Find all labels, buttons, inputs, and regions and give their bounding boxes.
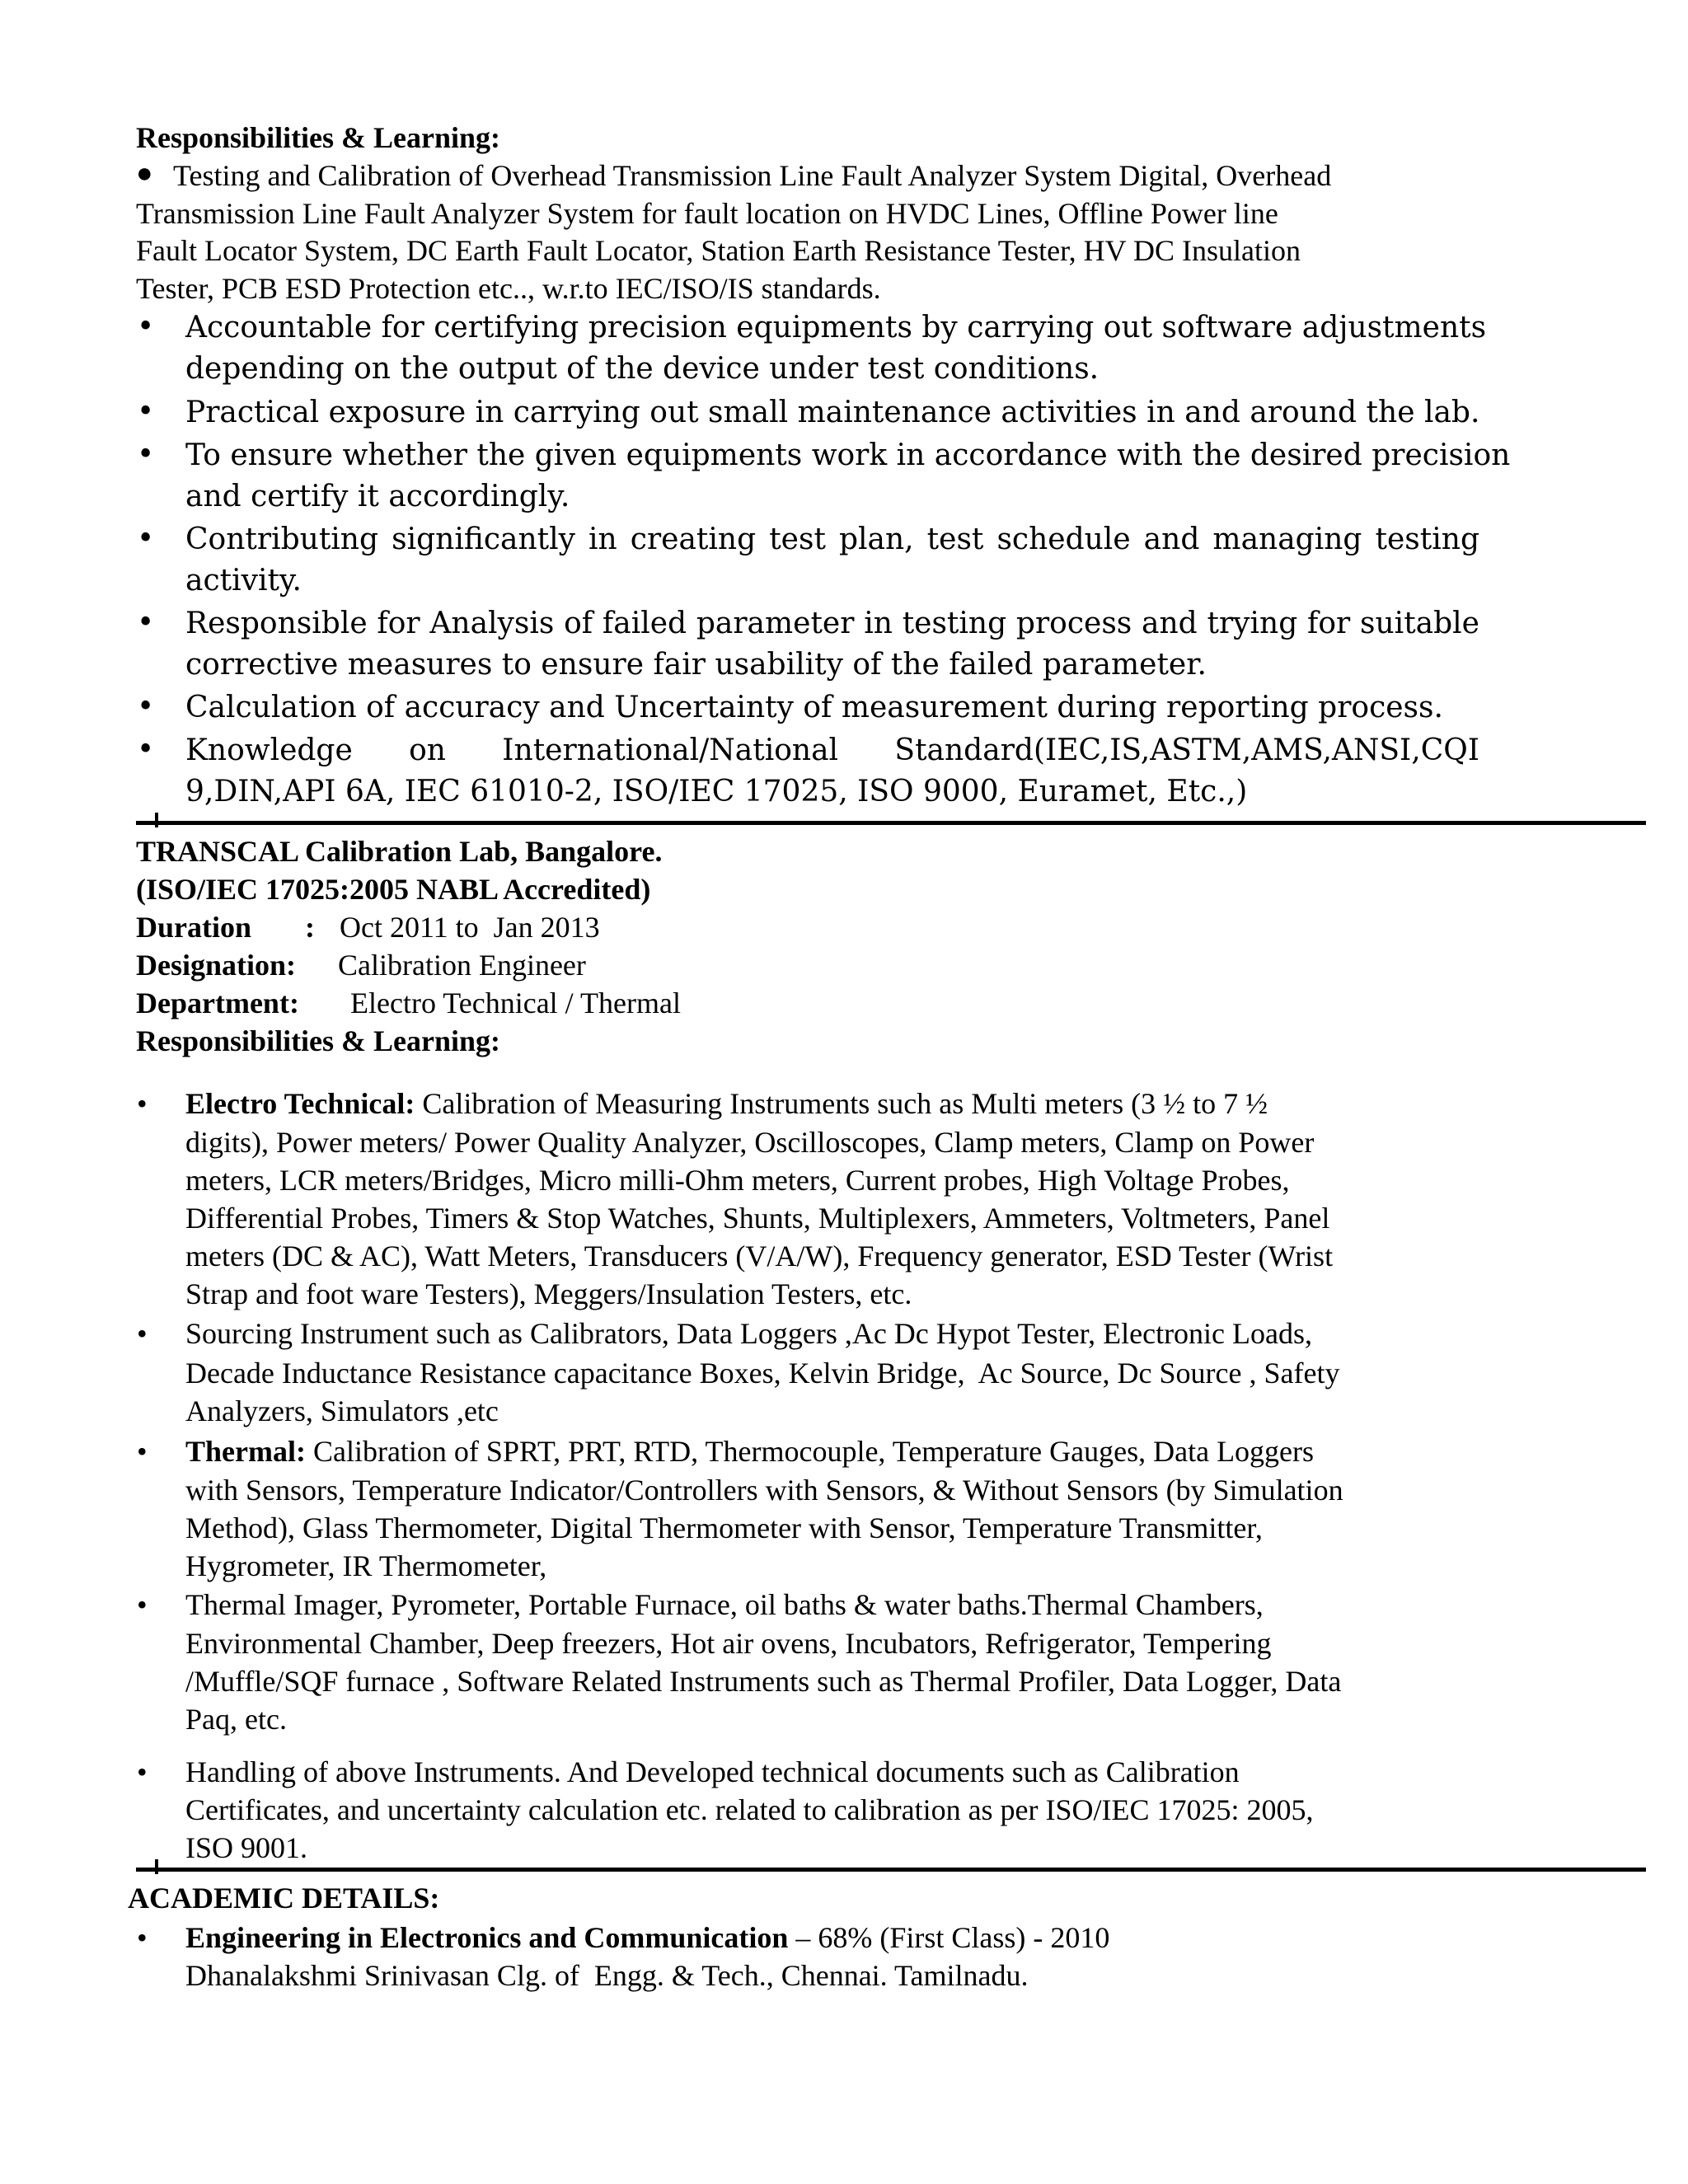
employer-responsibilities-heading: Responsibilities & Learning:	[136, 1024, 501, 1057]
bullet-icon: •	[137, 1317, 148, 1350]
bullet-icon: •	[137, 606, 155, 640]
list-item-line: Analyzers, Simulators ,etc	[185, 1394, 499, 1427]
employer-accreditation: (ISO/IEC 17025:2005 NABL Accredited)	[136, 873, 651, 906]
duration-separator: :	[305, 911, 315, 944]
bullet-icon: •	[137, 690, 155, 724]
section-divider	[136, 1868, 1646, 1872]
list-item-line: Environmental Chamber, Deep freezers, Hot air ovens, Incubators, Refrigerator, Tempering	[185, 1627, 1272, 1660]
list-item-line: meters, LCR meters/Bridges, Micro milli-Ohm meters, Current probes, High Voltage Probes,	[185, 1164, 1290, 1197]
list-item-line: Accountable for certifying precision equipments by carrying out software adjustments	[185, 311, 1487, 344]
college-name: Dhanalakshmi Srinivasan Clg. of Engg. & Tech., Chennai. Tamilnadu.	[185, 1959, 1029, 1992]
item-line: Transmission Line Fault Analyzer System for fault location on HVDC Lines, Offline Power line	[136, 197, 1278, 230]
item-text: Calibration of Measuring Instruments such as Multi meters (3 ½ to 7 ½	[415, 1087, 1268, 1120]
degree-line	[185, 1920, 1109, 1955]
list-item-line: 9,DIN,API 6A, IEC 61010-2, ISO/IEC 17025, ISO 9000, Euramet, Etc.,)	[185, 775, 1248, 808]
list-item-line: Practical exposure in carrying out small maintenance activities in and around the lab.	[185, 396, 1480, 429]
divider-tick	[155, 1859, 158, 1874]
list-item-line: Decade Inductance Resistance capacitance Boxes, Kelvin Bridge, Ac Source, Dc Source , Safety	[185, 1357, 1340, 1390]
list-item-line: Sourcing Instrument such as Calibrators, Data Loggers ,Ac Dc Hypot Tester, Electronic Loads,	[185, 1317, 1313, 1350]
list-item-line: depending on the output of the device under test conditions.	[185, 352, 1100, 386]
department-value: Electro Technical / Thermal	[350, 987, 681, 1019]
designation-value: Calibration Engineer	[338, 949, 586, 982]
bullet-icon: •	[137, 1755, 148, 1788]
list-item-line	[185, 1086, 1268, 1121]
list-item-line: Method), Glass Thermometer, Digital Thermometer with Sensor, Temperature Transmitter,	[185, 1511, 1263, 1544]
list-item-line: activity.	[185, 564, 302, 598]
bullet-icon: •	[137, 438, 155, 471]
list-item-line: Thermal Imager, Pyrometer, Portable Furnace, oil baths & water baths.Thermal Chambers,	[185, 1588, 1264, 1621]
list-item-line	[185, 1434, 1314, 1469]
list-item-line: with Sensors, Temperature Indicator/Controllers with Sensors, & Without Sensors (by Simulation	[185, 1474, 1343, 1507]
list-item-line: Hygrometer, IR Thermometer,	[185, 1549, 547, 1582]
bullet-icon: •	[137, 1435, 148, 1468]
bullet-icon: •	[137, 1921, 148, 1954]
list-item-line: Responsible for Analysis of failed parameter in testing process and trying for suitable	[185, 607, 1479, 640]
designation-label: Designation:	[136, 949, 297, 982]
list-item-line: Knowledge on International/National Standard(IEC,IS,ASTM,AMS,ANSI,CQI	[185, 733, 1479, 767]
list-item-line: Strap and foot ware Testers), Meggers/Insulation Testers, etc.	[185, 1277, 912, 1310]
list-item-line: Paq, etc.	[185, 1703, 287, 1736]
list-item-line: digits), Power meters/ Power Quality Analyzer, Oscilloscopes, Clamp meters, Clamp on Power	[185, 1126, 1315, 1159]
list-item-line: Contributing significantly in creating test plan, test schedule and managing testing	[185, 523, 1479, 556]
section-divider	[136, 821, 1646, 825]
list-item-line: and certify it accordingly.	[185, 480, 570, 513]
item-line: Tester, PCB ESD Protection etc.., w.r.to IEC/ISO/IS standards.	[136, 272, 881, 305]
list-item-line: Certificates, and uncertainty calculation etc. related to calibration as per ISO/IEC 17025: 2005,	[185, 1793, 1314, 1826]
department-label: Department:	[136, 987, 299, 1019]
bullet-icon: ●	[136, 158, 153, 189]
list-item-line: Calculation of accuracy and Uncertainty of measurement during reporting process.	[185, 691, 1443, 724]
bullet-icon: •	[137, 1588, 148, 1621]
bullet-icon: •	[137, 733, 155, 766]
bullet-icon: •	[137, 1087, 148, 1120]
list-item-line: Handling of above Instruments. And Developed technical documents such as Calibration	[185, 1755, 1240, 1788]
list-item-line: Differential Probes, Timers & Stop Watches, Shunts, Multiplexers, Ammeters, Voltmeters, Panel	[185, 1202, 1330, 1235]
item-line: Testing and Calibration of Overhead Transmission Line Fault Analyzer System Digital, Overhead	[173, 159, 1332, 192]
bullet-icon: •	[137, 310, 155, 344]
list-item-line: To ensure whether the given equipments work in accordance with the desired precision	[185, 438, 1511, 472]
degree-result: – 68% (First Class) - 2010	[788, 1921, 1110, 1954]
divider-tick	[155, 813, 158, 827]
list-item-line: ISO 9001.	[185, 1831, 308, 1864]
item-lead: Electro Technical:	[185, 1087, 415, 1120]
item-line: Fault Locator System, DC Earth Fault Locator, Station Earth Resistance Tester, HV DC Insulation	[136, 234, 1301, 267]
duration-label: Duration	[136, 911, 252, 944]
list-item-line: /Muffle/SQF furnace , Software Related Instruments such as Thermal Profiler, Data Logger, Data	[185, 1665, 1342, 1698]
list-item-line: meters (DC & AC), Watt Meters, Transducers (V/A/W), Frequency generator, ESD Tester (Wrist	[185, 1240, 1334, 1272]
list-item-line: corrective measures to ensure fair usability of the failed parameter.	[185, 648, 1207, 682]
academic-heading: ACADEMIC DETAILS:	[128, 1882, 440, 1915]
degree-name: Engineering in Electronics and Communication	[185, 1921, 789, 1954]
bullet-icon: •	[137, 395, 155, 429]
duration-value: Oct 2011 to Jan 2013	[340, 911, 600, 944]
item-lead: Thermal:	[185, 1435, 306, 1468]
employer-name: TRANSCAL Calibration Lab, Bangalore.	[136, 835, 663, 868]
bullet-icon: •	[137, 522, 155, 555]
responsibilities-heading: Responsibilities & Learning:	[136, 121, 501, 154]
item-text: Calibration of SPRT, PRT, RTD, Thermocouple, Temperature Gauges, Data Loggers	[305, 1435, 1315, 1468]
